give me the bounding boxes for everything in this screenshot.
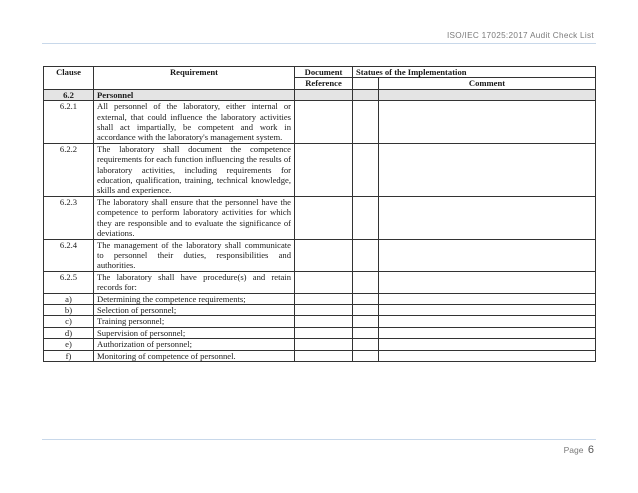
table-row <box>44 327 596 338</box>
table-row <box>44 350 596 361</box>
table-row <box>44 304 596 315</box>
requirement-cell: Supervision of personnel; <box>94 327 295 338</box>
page-label: Page <box>563 445 584 455</box>
comment-cell[interactable] <box>379 143 596 196</box>
clause-cell: b) <box>44 304 94 315</box>
table-row <box>44 293 596 304</box>
document-reference-cell[interactable] <box>295 316 353 327</box>
comment-cell[interactable] <box>379 293 596 304</box>
comment-cell[interactable] <box>379 271 596 293</box>
table-row <box>44 316 596 327</box>
document-reference-cell[interactable] <box>295 271 353 293</box>
status-cell[interactable] <box>353 339 379 350</box>
table-row <box>44 339 596 350</box>
page-number <box>564 444 594 456</box>
status-cell[interactable] <box>353 293 379 304</box>
requirement-cell: Selection of personnel; <box>94 304 295 315</box>
comment-cell[interactable] <box>379 196 596 239</box>
status-cell[interactable] <box>353 196 379 239</box>
requirement-cell: The laboratory shall document the competence requirements for each function influencing the results of laboratory activities, including requirements for education, qualification, training, technical knowledge, skills and experience. <box>94 143 295 196</box>
status-cell[interactable] <box>353 143 379 196</box>
document-reference-cell[interactable] <box>295 143 353 196</box>
status-cell[interactable] <box>353 350 379 361</box>
document-reference-cell[interactable] <box>295 339 353 350</box>
header-clause: Clause <box>44 67 94 90</box>
table-row <box>44 196 596 239</box>
clause-cell: a) <box>44 293 94 304</box>
clause-cell: d) <box>44 327 94 338</box>
comment-cell[interactable] <box>379 327 596 338</box>
document-reference-cell[interactable] <box>295 327 353 338</box>
header-status-blank <box>353 78 379 89</box>
status-cell[interactable] <box>353 271 379 293</box>
page-number-value: 6 <box>587 444 594 456</box>
clause-cell: 6.2.5 <box>44 271 94 293</box>
header-status: Statues of the Implementation <box>353 67 596 78</box>
requirement-cell: The laboratory shall ensure that the personnel have the competence to perform laboratory activities for which they are responsible and to evaluate the significance of deviations. <box>94 196 295 239</box>
requirement-cell: Monitoring of competence of personnel. <box>94 350 295 361</box>
comment-cell[interactable] <box>379 350 596 361</box>
status-cell[interactable] <box>353 316 379 327</box>
table-header-row <box>44 67 596 78</box>
comment-cell[interactable] <box>379 339 596 350</box>
clause-cell: 6.2.4 <box>44 239 94 271</box>
document-reference-cell[interactable] <box>295 304 353 315</box>
comment-cell[interactable] <box>379 239 596 271</box>
requirement-cell: Authorization of personnel; <box>94 339 295 350</box>
section-title: Personnel <box>94 89 295 100</box>
document-reference-cell[interactable] <box>295 239 353 271</box>
table-row <box>44 239 596 271</box>
requirement-cell: Training personnel; <box>94 316 295 327</box>
status-cell[interactable] <box>353 101 379 144</box>
section-row-personnel <box>44 89 596 100</box>
comment-cell[interactable] <box>379 304 596 315</box>
clause-cell: 6.2.1 <box>44 101 94 144</box>
table-row <box>44 101 596 144</box>
header-comment: Comment <box>379 78 596 89</box>
document-header-title: ISO/IEC 17025:2017 Audit Check List <box>446 31 594 40</box>
requirement-cell: All personnel of the laboratory, either internal or external, that could influence the laboratory activities shall act impartially, be competent and work in accordance with the laboratory's management system. <box>94 101 295 144</box>
clause-cell: e) <box>44 339 94 350</box>
document-reference-cell[interactable] <box>295 350 353 361</box>
document-reference-cell[interactable] <box>295 196 353 239</box>
document-reference-cell[interactable] <box>295 293 353 304</box>
clause-cell: 6.2.3 <box>44 196 94 239</box>
header-requirement: Requirement <box>94 67 295 90</box>
table-row <box>44 271 596 293</box>
requirement-cell: The management of the laboratory shall communicate to personnel their duties, responsibilities and authorities. <box>94 239 295 271</box>
section-clause: 6.2 <box>44 89 94 100</box>
header-reference: Reference <box>295 78 353 89</box>
comment-cell[interactable] <box>379 101 596 144</box>
comment-cell[interactable] <box>379 316 596 327</box>
status-cell[interactable] <box>353 239 379 271</box>
header-divider <box>42 43 596 44</box>
document-reference-cell[interactable] <box>295 101 353 144</box>
clause-cell: c) <box>44 316 94 327</box>
requirement-cell: Determining the competence requirements; <box>94 293 295 304</box>
footer-divider <box>42 439 596 440</box>
clause-cell: 6.2.2 <box>44 143 94 196</box>
clause-cell: f) <box>44 350 94 361</box>
requirement-cell: The laboratory shall have procedure(s) and retain records for: <box>94 271 295 293</box>
status-cell[interactable] <box>353 304 379 315</box>
table-row <box>44 143 596 196</box>
header-document: Document <box>295 67 353 78</box>
status-cell[interactable] <box>353 327 379 338</box>
audit-checklist-table <box>43 66 596 362</box>
